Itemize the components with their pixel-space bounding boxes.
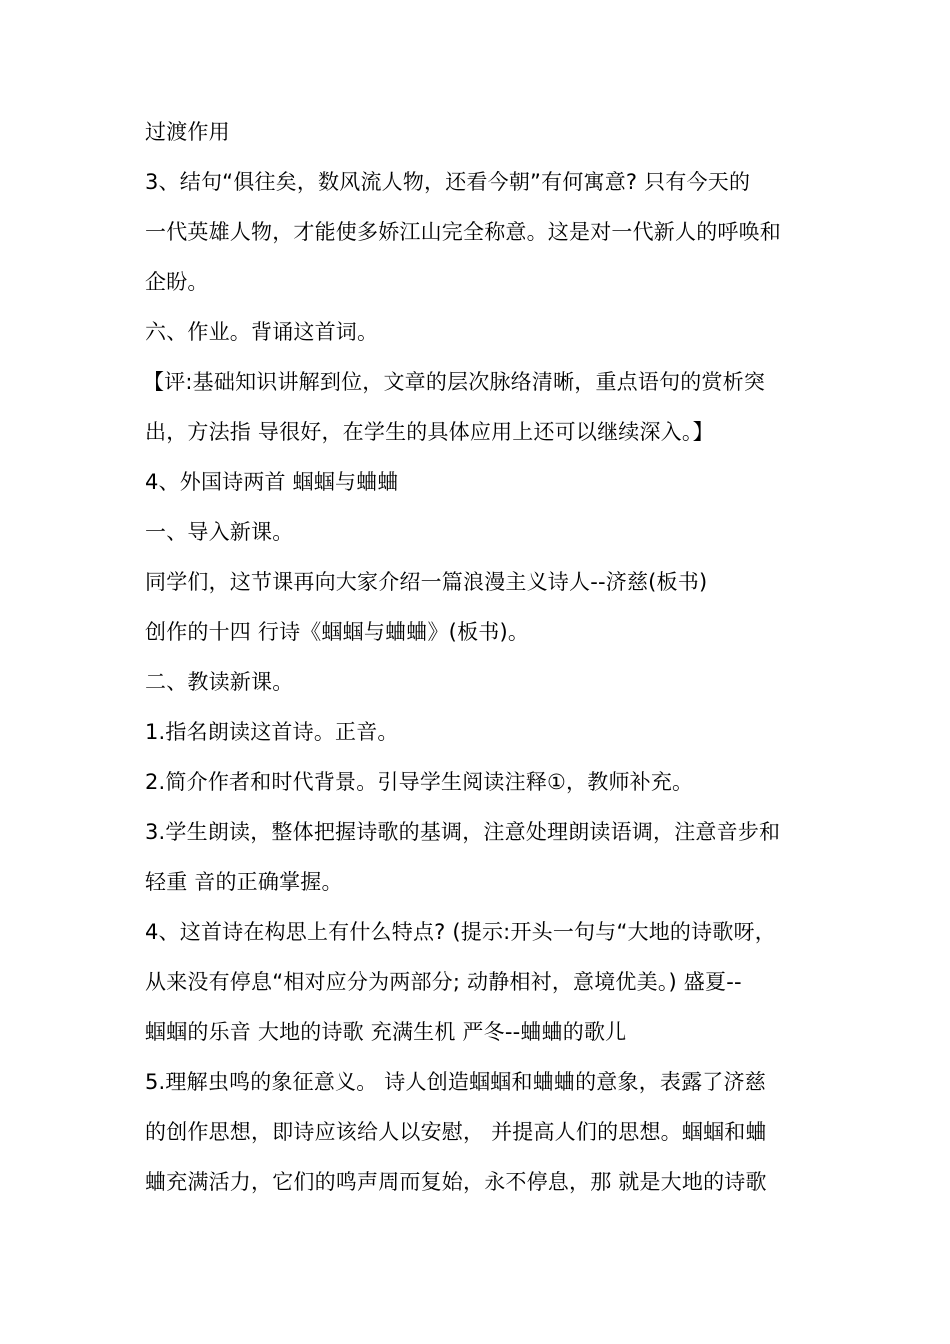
text-line-17: 4、这首诗在构思上有什么特点? (提示:开头一句与“大地的诗歌呀， [145, 920, 776, 944]
text-line-16: 轻重 音的正确掌握。 [145, 870, 343, 894]
text-line-11: 创作的十四 行诗《蝈蝈与蛐蛐》(板书)。 [145, 620, 530, 644]
text-line-5: 六、作业。背诵这首词。 [145, 320, 379, 344]
text-line-2: 3、结句“俱往矣，数风流人物，还看今朝”有何寓意? 只有今天的 [145, 170, 751, 194]
text-line-15: 3.学生朗读，整体把握诗歌的基调，注意处理朗读语调，注意音步和 [145, 820, 781, 844]
text-line-19: 蝈蝈的乐音 大地的诗歌 充满生机 严冬--蛐蛐的歌儿 [145, 1020, 627, 1044]
text-line-1: 过渡作用 [145, 120, 230, 144]
text-line-20: 5.理解虫鸣的象征意义。 诗人创造蝈蝈和蛐蛐的意象，表露了济慈 [145, 1070, 766, 1094]
text-line-7: 出，方法指 导很好，在学生的具体应用上还可以继续深入。】 [145, 420, 714, 444]
text-line-12: 二、教读新课。 [145, 670, 294, 694]
text-line-8: 4、外国诗两首 蝈蝈与蛐蛐 [145, 470, 399, 494]
text-line-21: 的创作思想，即诗应该给人以安慰， 并提高人们的思想。蝈蝈和蛐 [145, 1120, 767, 1144]
text-line-3: 一代英雄人物，才能使多娇江山完全称意。这是对一代新人的呼唤和 [145, 220, 781, 244]
text-line-22: 蛐充满活力，它们的鸣声周而复始，永不停息，那 就是大地的诗歌 [145, 1170, 767, 1194]
text-line-13: 1.指名朗读这首诗。正音。 [145, 720, 399, 744]
text-line-4: 企盼。 [145, 270, 209, 294]
text-line-10: 同学们，这节课再向大家介绍一篇浪漫主义诗人--济慈(板书) [145, 570, 708, 594]
text-line-14: 2.简介作者和时代背景。引导学生阅读注释①，教师补充。 [145, 770, 694, 794]
text-line-9: 一、导入新课。 [145, 520, 294, 544]
text-line-6: 【评:基础知识讲解到位，文章的层次脉络清晰，重点语句的赏析突 [143, 370, 766, 394]
text-line-18: 从来没有停息“相对应分为两部分; 动静相衬，意境优美。) 盛夏-- [145, 970, 742, 994]
